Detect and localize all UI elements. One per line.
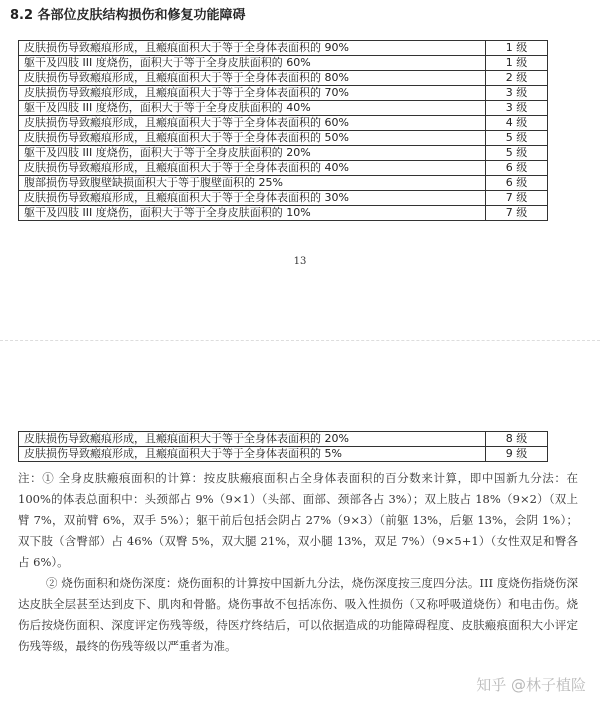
table-row xyxy=(19,56,548,71)
table-row xyxy=(19,206,548,221)
injury-description: 躯干及四肢 III 度烧伤，面积大于等于全身皮肤面积的 20% xyxy=(19,146,486,161)
disability-grade: 7 级 xyxy=(486,191,548,206)
injury-description: 皮肤损伤导致瘢痕形成，且瘢痕面积大于等于全身体表面积的 30% xyxy=(19,191,486,206)
section-title: 8.2 各部位皮肤结构损伤和修复功能障碍 xyxy=(10,8,246,23)
table-row xyxy=(19,131,548,146)
injury-grade-table xyxy=(18,40,548,221)
note-1: 注：① 全身皮肤瘢痕面积的计算：按皮肤瘢痕面积占全身体表面积的百分数来计算，即中国新九分法：在 100%的体表总面积中：头颈部占 9%（9×1）（头部、面部、颈部各占 3%）；双上肢占 18%（9×2）（双上臂 7%，双前臂 6%，双手 5%）；躯干前后包括会阴占 27%（9×3）（前躯 13%，后躯 13%，会阴 1%）；双下肢（含臀部）占 46%（双臀 5%，双大腿 21%，双小腿 13%，双足 7%）（9×5+1）（女性双足和臀各占 6%）。 xyxy=(18,471,578,569)
injury-description: 皮肤损伤导致瘢痕形成，且瘢痕面积大于等于全身体表面积的 60% xyxy=(19,116,486,131)
injury-description: 皮肤损伤导致瘢痕形成，且瘢痕面积大于等于全身体表面积的 90% xyxy=(19,41,486,56)
disability-grade: 9 级 xyxy=(486,447,548,462)
injury-description: 皮肤损伤导致瘢痕形成，且瘢痕面积大于等于全身体表面积的 20% xyxy=(19,432,486,447)
table-row xyxy=(19,71,548,86)
disability-grade: 5 级 xyxy=(486,146,548,161)
page-number: 13 xyxy=(293,256,307,267)
document-page-upper xyxy=(0,0,600,340)
table-row xyxy=(19,101,548,116)
disability-grade: 8 级 xyxy=(486,432,548,447)
table-row xyxy=(19,191,548,206)
disability-grade: 6 级 xyxy=(486,161,548,176)
note-2: ② 烧伤面积和烧伤深度：烧伤面积的计算按中国新九分法，烧伤深度按三度四分法。III 度烧伤指烧伤深达皮肤全层甚至达到皮下、肌肉和骨骼。烧伤事故不包括冻伤、吸入性损伤（又称呼吸道烧伤）和电击伤。烧伤后按烧伤面积、深度评定伤残等级，待医疗终结后，可以依据造成的功能障碍程度、皮肤瘢痕面积大小评定伤残等级，最终的伤残等级以严重者为准。 xyxy=(18,576,578,653)
disability-grade: 7 级 xyxy=(486,206,548,221)
injury-description: 皮肤损伤导致瘢痕形成，且瘢痕面积大于等于全身体表面积的 40% xyxy=(19,161,486,176)
injury-description: 躯干及四肢 III 度烧伤，面积大于等于全身皮肤面积的 40% xyxy=(19,101,486,116)
disability-grade: 3 级 xyxy=(486,86,548,101)
disability-grade: 5 级 xyxy=(486,131,548,146)
injury-description: 皮肤损伤导致瘢痕形成，且瘢痕面积大于等于全身体表面积的 50% xyxy=(19,131,486,146)
table-row xyxy=(19,432,548,447)
injury-description: 皮肤损伤导致瘢痕形成，且瘢痕面积大于等于全身体表面积的 70% xyxy=(19,86,486,101)
disability-grade: 4 级 xyxy=(486,116,548,131)
watermark-text: 知乎 @林子植险 xyxy=(476,676,586,694)
injury-description: 躯干及四肢 III 度烧伤，面积大于等于全身皮肤面积的 10% xyxy=(19,206,486,221)
notes-section xyxy=(18,468,578,657)
disability-grade: 1 级 xyxy=(486,56,548,71)
table-row xyxy=(19,41,548,56)
disability-grade: 3 级 xyxy=(486,101,548,116)
table-row xyxy=(19,116,548,131)
injury-description: 皮肤损伤导致瘢痕形成，且瘢痕面积大于等于全身体表面积的 80% xyxy=(19,71,486,86)
watermark xyxy=(476,674,586,695)
disability-grade: 1 级 xyxy=(486,41,548,56)
page-break xyxy=(0,340,600,430)
table-row xyxy=(19,161,548,176)
injury-description: 皮肤损伤导致瘢痕形成，且瘢痕面积大于等于全身体表面积的 5% xyxy=(19,447,486,462)
table-row xyxy=(19,146,548,161)
table-row xyxy=(19,447,548,462)
injury-description: 躯干及四肢 III 度烧伤，面积大于等于全身皮肤面积的 60% xyxy=(19,56,486,71)
injury-description: 腹部损伤导致腹壁缺损面积大于等于腹壁面积的 25% xyxy=(19,176,486,191)
disability-grade: 2 级 xyxy=(486,71,548,86)
table-row xyxy=(19,176,548,191)
disability-grade: 6 级 xyxy=(486,176,548,191)
table-row xyxy=(19,86,548,101)
injury-grade-table-continued xyxy=(18,431,548,462)
